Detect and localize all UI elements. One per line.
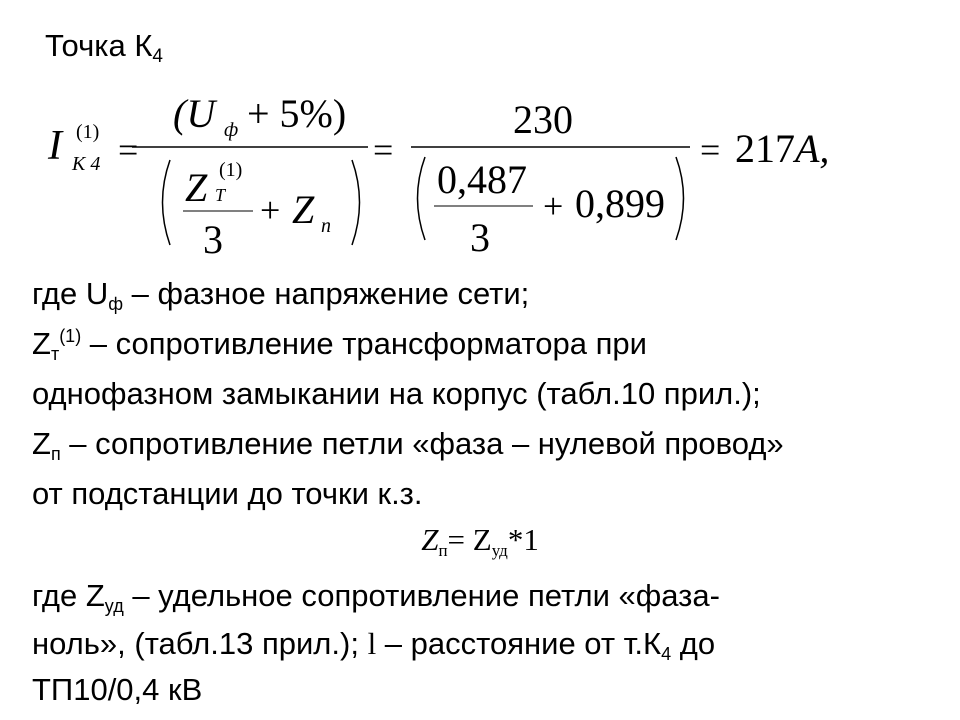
current-superscript: (1) — [76, 121, 100, 143]
line1-end: – фазное напряжение сети; — [123, 276, 530, 311]
line2-start: Z — [32, 326, 51, 361]
center-tail: *1 — [507, 522, 539, 557]
divisor-three-2: 3 — [470, 215, 490, 260]
transformer-impedance-value: 0,487 — [437, 157, 527, 202]
equals-sign-2: = — [373, 130, 394, 170]
plus-sign-2: + — [543, 186, 564, 226]
current-formula — [0, 80, 960, 270]
line2-end: – сопротивление трансформатора при — [81, 326, 647, 361]
line7-middle: – расстояние от т.К — [376, 626, 662, 661]
line4-end: – сопротивление петли «фаза – нулевой провод» — [60, 426, 784, 461]
result-value: 217 — [735, 126, 795, 171]
transformer-impedance-superscript: (1) — [219, 159, 243, 181]
equals-sign-3: = — [700, 130, 721, 170]
title-subscript: 4 — [152, 46, 163, 67]
text-line-7 — [32, 626, 715, 665]
loop-impedance-value: 0,899 — [575, 181, 665, 226]
right-paren-2 — [676, 157, 684, 240]
center-z1: Z — [421, 522, 439, 557]
plus-sign-1: + — [260, 190, 281, 230]
text-line-3: однофазном замыкании на корпус (табл.10 прил.); — [32, 376, 761, 411]
left-paren-2 — [418, 157, 426, 240]
divisor-three-1: 3 — [203, 217, 223, 262]
center-subscript-1: п — [438, 541, 448, 560]
transformer-impedance-symbol: Z — [185, 165, 208, 210]
text-line-4 — [32, 426, 784, 465]
text-line-2 — [32, 326, 647, 365]
text-line-1 — [32, 276, 529, 315]
current-subscript: K 4 — [72, 153, 101, 175]
text-line-8: ТП10/0,4 кВ — [32, 672, 203, 707]
length-symbol: l — [367, 626, 377, 661]
line7-subscript: 4 — [661, 644, 672, 664]
transformer-impedance-subscript: T — [215, 185, 226, 205]
voltage-reserve: + 5%) — [247, 91, 347, 136]
text-line-6 — [32, 578, 720, 617]
line6-start: где Z — [32, 578, 105, 613]
line6-subscript: уд — [104, 596, 124, 616]
phase-voltage-subscript: ф — [224, 119, 239, 141]
loop-impedance-symbol: Z — [292, 187, 315, 232]
center-eq-z2: = Z — [447, 522, 492, 557]
loop-impedance-formula — [0, 522, 960, 561]
line2-superscript: (1) — [59, 326, 82, 346]
text-line-5: от подстанции до точки к.з. — [32, 476, 423, 511]
slide-title — [45, 28, 163, 68]
line4-start: Z — [32, 426, 51, 461]
line1-start: где U — [32, 276, 109, 311]
equals-sign-1: = — [118, 130, 139, 170]
line2-subscript: т — [50, 344, 60, 364]
center-subscript-2: уд — [491, 541, 508, 560]
current-symbol: I — [48, 123, 62, 169]
title-text: Точка К — [45, 28, 153, 63]
line6-end: – удельное сопротивление петли «фаза- — [123, 578, 720, 613]
phase-voltage-open: (U — [173, 91, 216, 136]
line1-subscript: ф — [108, 294, 124, 314]
result-unit: A, — [795, 126, 830, 171]
left-paren-1 — [163, 160, 171, 245]
line4-subscript: п — [50, 444, 61, 464]
voltage-value: 230 — [513, 97, 573, 142]
line7-start: ноль», (табл.13 прил.); — [32, 626, 368, 661]
loop-impedance-subscript: п — [321, 215, 331, 237]
line7-end: до — [671, 626, 716, 661]
right-paren-1 — [352, 160, 360, 245]
